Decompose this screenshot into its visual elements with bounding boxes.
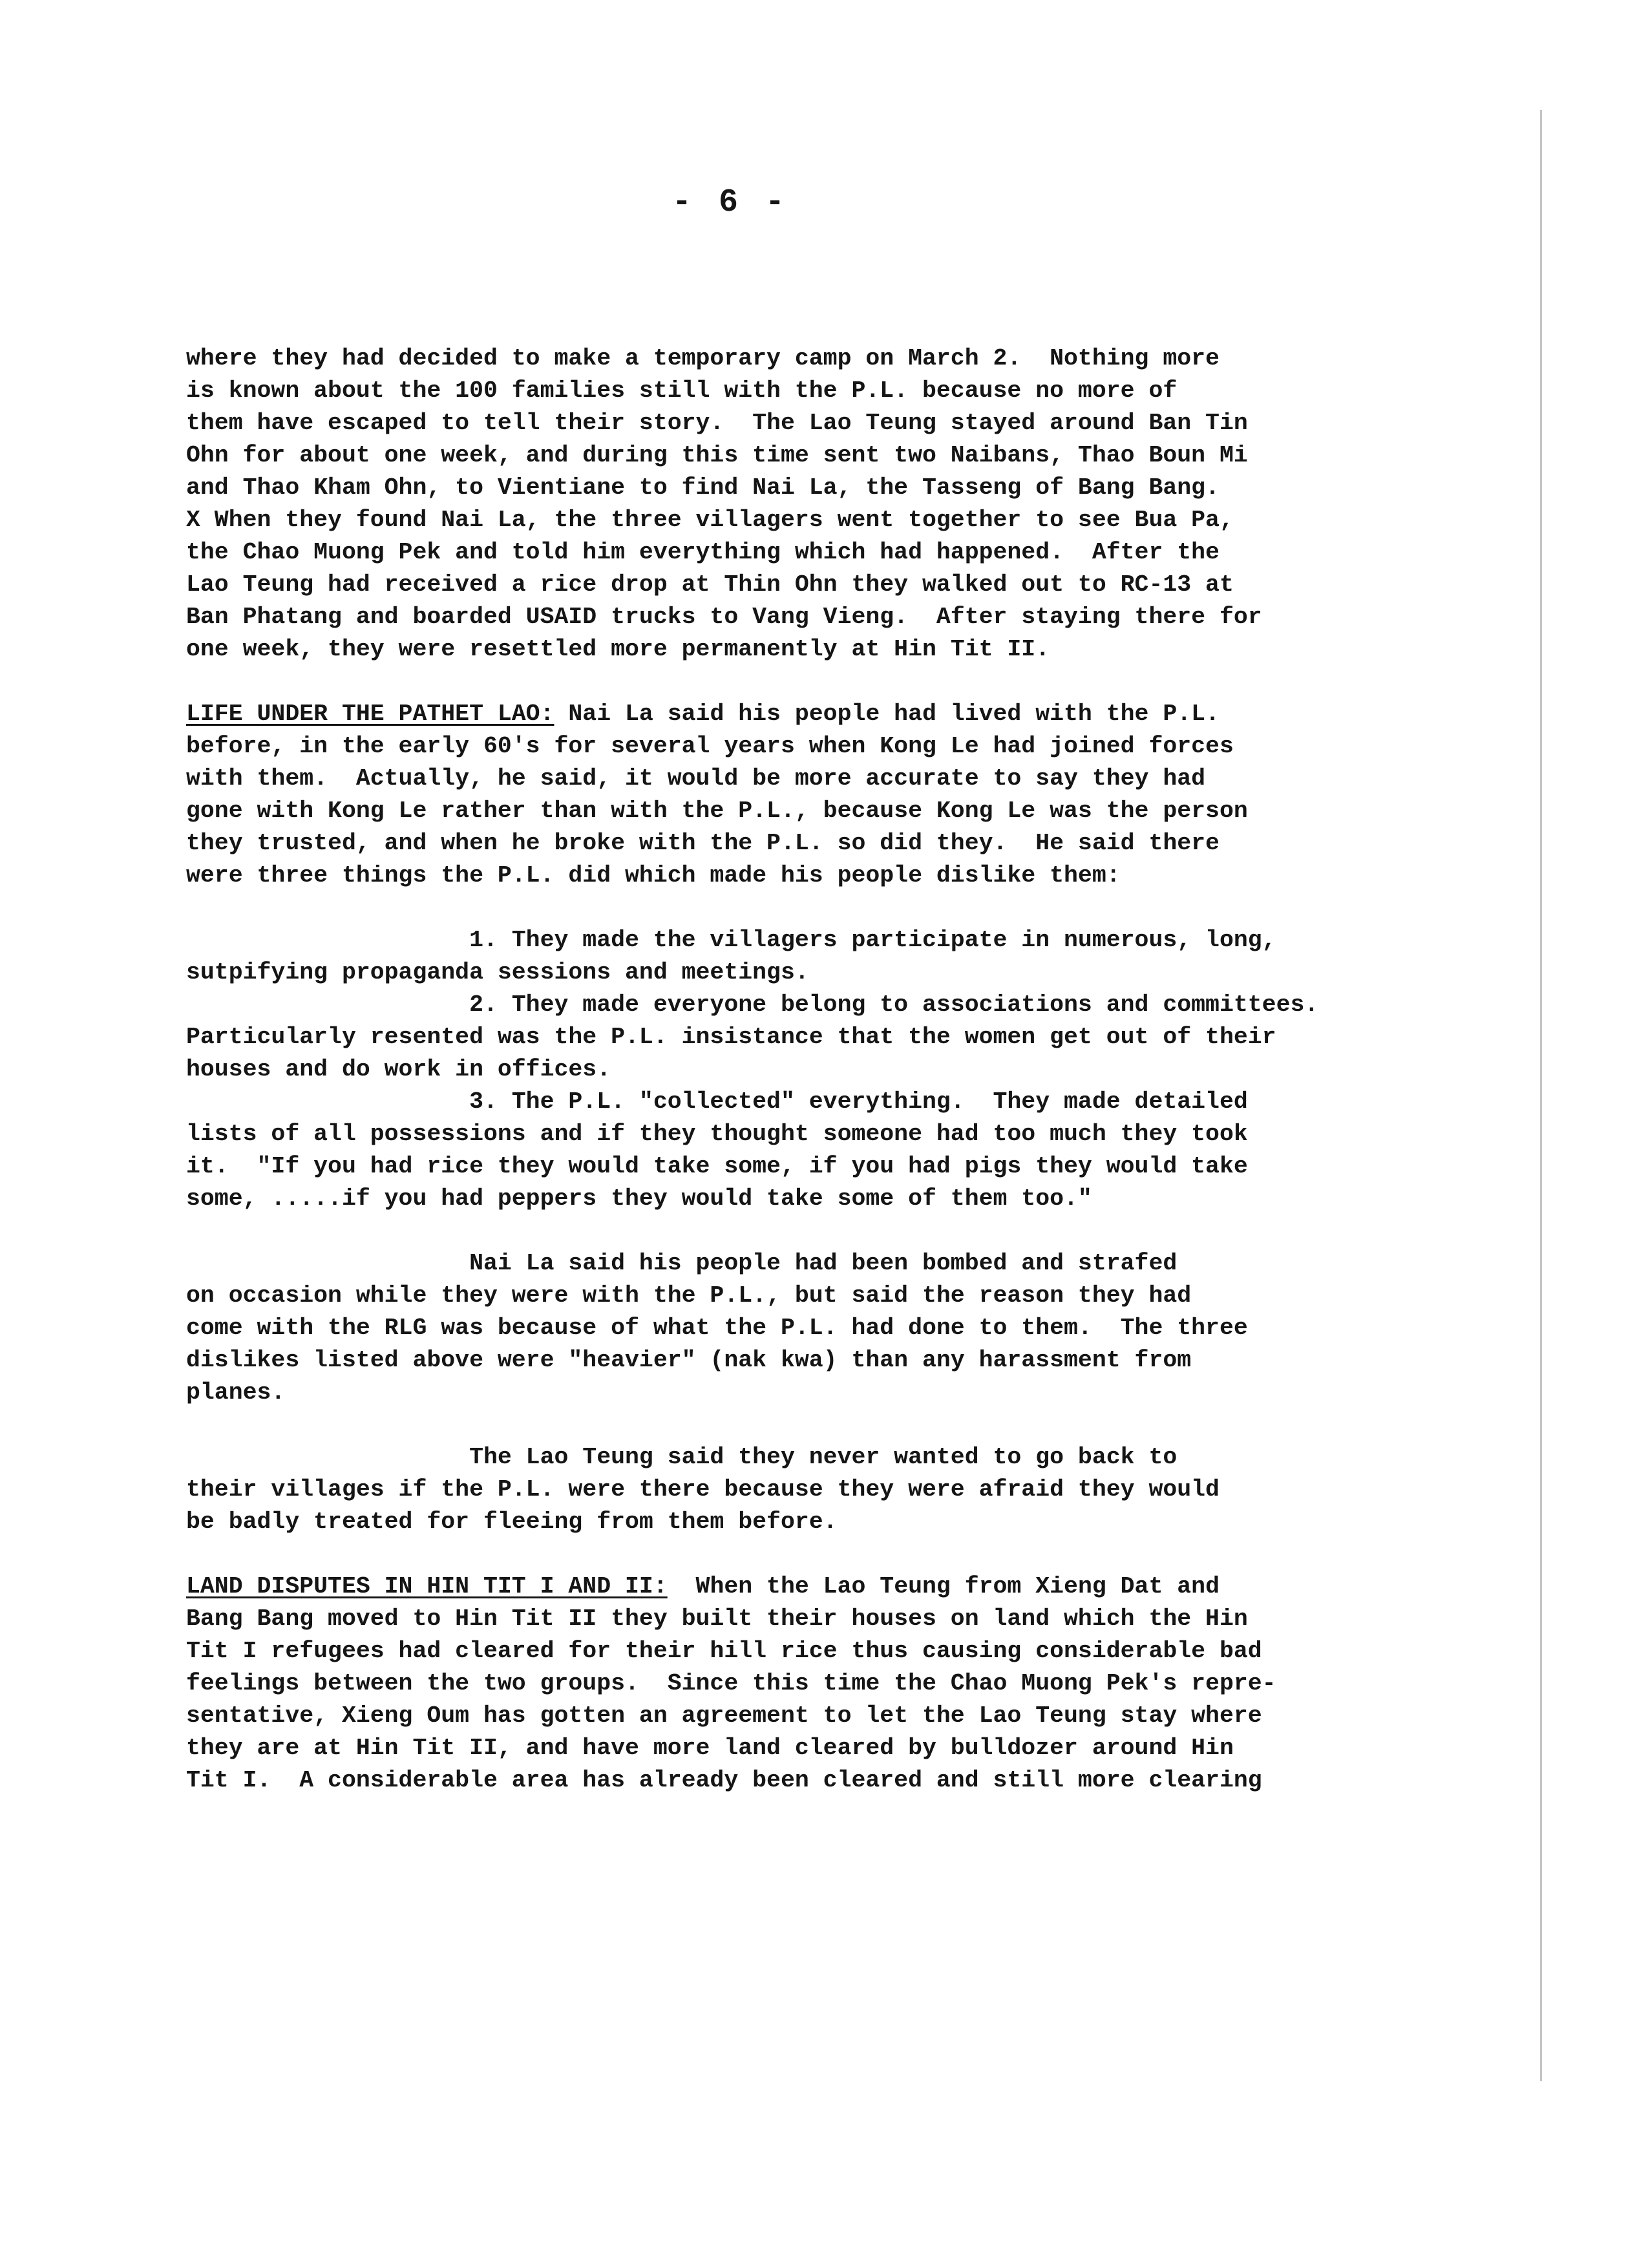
- paragraph-land-disputes: [186, 1571, 1492, 1797]
- list-item-line: lists of all possessions and if they thought someone had too much they took: [186, 1121, 1248, 1147]
- text-run: When the Lao Teung from Xieng Dat and: [667, 1573, 1220, 1600]
- text-line: they are at Hin Tit II, and have more land cleared by bulldozer around Hin: [186, 1735, 1234, 1761]
- numbered-list-grievances: [186, 924, 1492, 1215]
- text-line: The Lao Teung said they never wanted to go back to: [186, 1444, 1178, 1470]
- text-run: Nai La said his people had lived with the P.L.: [554, 701, 1220, 727]
- text-line: Bang Bang moved to Hin Tit II they built their houses on land which the Hin: [186, 1606, 1248, 1632]
- list-item-line: houses and do work in offices.: [186, 1056, 611, 1083]
- paragraph-no-return: [186, 1441, 1492, 1538]
- list-item-line: 2. They made everyone belong to associations and committees.: [186, 991, 1319, 1018]
- text-line: is known about the 100 families still with the P.L. because no more of: [186, 377, 1178, 404]
- text-line: feelings between the two groups. Since this time the Chao Muong Pek's repre-: [186, 1670, 1276, 1697]
- paragraph-life-under-pathet-lao: [186, 698, 1492, 892]
- text-line: come with the RLG was because of what the P.L. had done to them. The three: [186, 1315, 1248, 1341]
- list-item-line: some, .....if you had peppers they would take some of them too.": [186, 1185, 1092, 1212]
- text-line: on occasion while they were with the P.L., but said the reason they had: [186, 1282, 1192, 1309]
- text-line: gone with Kong Le rather than with the P.L., because Kong Le was the person: [186, 798, 1248, 824]
- text-line: Ohn for about one week, and during this time sent two Naibans, Thao Boun Mi: [186, 442, 1248, 469]
- text-line: Lao Teung had received a rice drop at Thin Ohn they walked out to RC-13 at: [186, 571, 1234, 598]
- text-line: with them. Actually, he said, it would be more accurate to say they had: [186, 765, 1206, 792]
- text-line: dislikes listed above were "heavier" (nak kwa) than any harassment from: [186, 1347, 1192, 1373]
- paragraph-bombing: [186, 1247, 1492, 1409]
- text-line: [186, 1571, 1492, 1603]
- text-line: they trusted, and when he broke with the P.L. so did they. He said there: [186, 830, 1220, 856]
- page-edge-rule: [1540, 110, 1542, 2081]
- text-line: and Thao Kham Ohn, to Vientiane to find Nai La, the Tasseng of Bang Bang.: [186, 474, 1220, 501]
- section-heading-life-under-pathet-lao: LIFE UNDER THE PATHET LAO:: [186, 701, 555, 727]
- list-item-line: it. "If you had rice they would take some, if you had pigs they would take: [186, 1153, 1248, 1180]
- text-line: sentative, Xieng Oum has gotten an agreement to let the Lao Teung stay where: [186, 1702, 1262, 1729]
- list-item-line: 3. The P.L. "collected" everything. They made detailed: [186, 1088, 1248, 1115]
- text-line: them have escaped to tell their story. The Lao Teung stayed around Ban Tin: [186, 410, 1248, 436]
- text-line: the Chao Muong Pek and told him everything which had happened. After the: [186, 539, 1220, 566]
- text-line: Tit I. A considerable area has already been cleared and still more clearing: [186, 1767, 1262, 1794]
- text-line: one week, they were resettled more permanently at Hin Tit II.: [186, 636, 1050, 662]
- list-item-line: 1. They made the villagers participate in numerous, long,: [186, 927, 1276, 953]
- text-line: their villages if the P.L. were there because they were afraid they would: [186, 1476, 1220, 1503]
- text-line: before, in the early 60's for several years when Kong Le had joined forces: [186, 733, 1234, 759]
- text-line: Tit I refugees had cleared for their hill rice thus causing considerable bad: [186, 1638, 1262, 1664]
- list-item-line: Particularly resented was the P.L. insistance that the women get out of their: [186, 1024, 1276, 1050]
- section-heading-land-disputes: LAND DISPUTES IN HIN TIT I AND II:: [186, 1573, 668, 1600]
- text-line: Nai La said his people had been bombed and strafed: [186, 1250, 1178, 1277]
- list-item-line: sutpifying propaganda sessions and meetings.: [186, 959, 809, 986]
- paragraph-escape-account: [186, 343, 1492, 666]
- page-number: - 6 -: [671, 184, 789, 221]
- text-line: [186, 698, 1492, 730]
- text-line: be badly treated for fleeing from them before.: [186, 1509, 838, 1535]
- text-line: where they had decided to make a temporary camp on March 2. Nothing more: [186, 345, 1220, 372]
- text-line: were three things the P.L. did which made his people dislike them:: [186, 862, 1121, 889]
- text-line: Ban Phatang and boarded USAID trucks to Vang Vieng. After staying there for: [186, 604, 1262, 630]
- text-line: planes.: [186, 1379, 286, 1406]
- text-line: X When they found Nai La, the three villagers went together to see Bua Pa,: [186, 507, 1234, 533]
